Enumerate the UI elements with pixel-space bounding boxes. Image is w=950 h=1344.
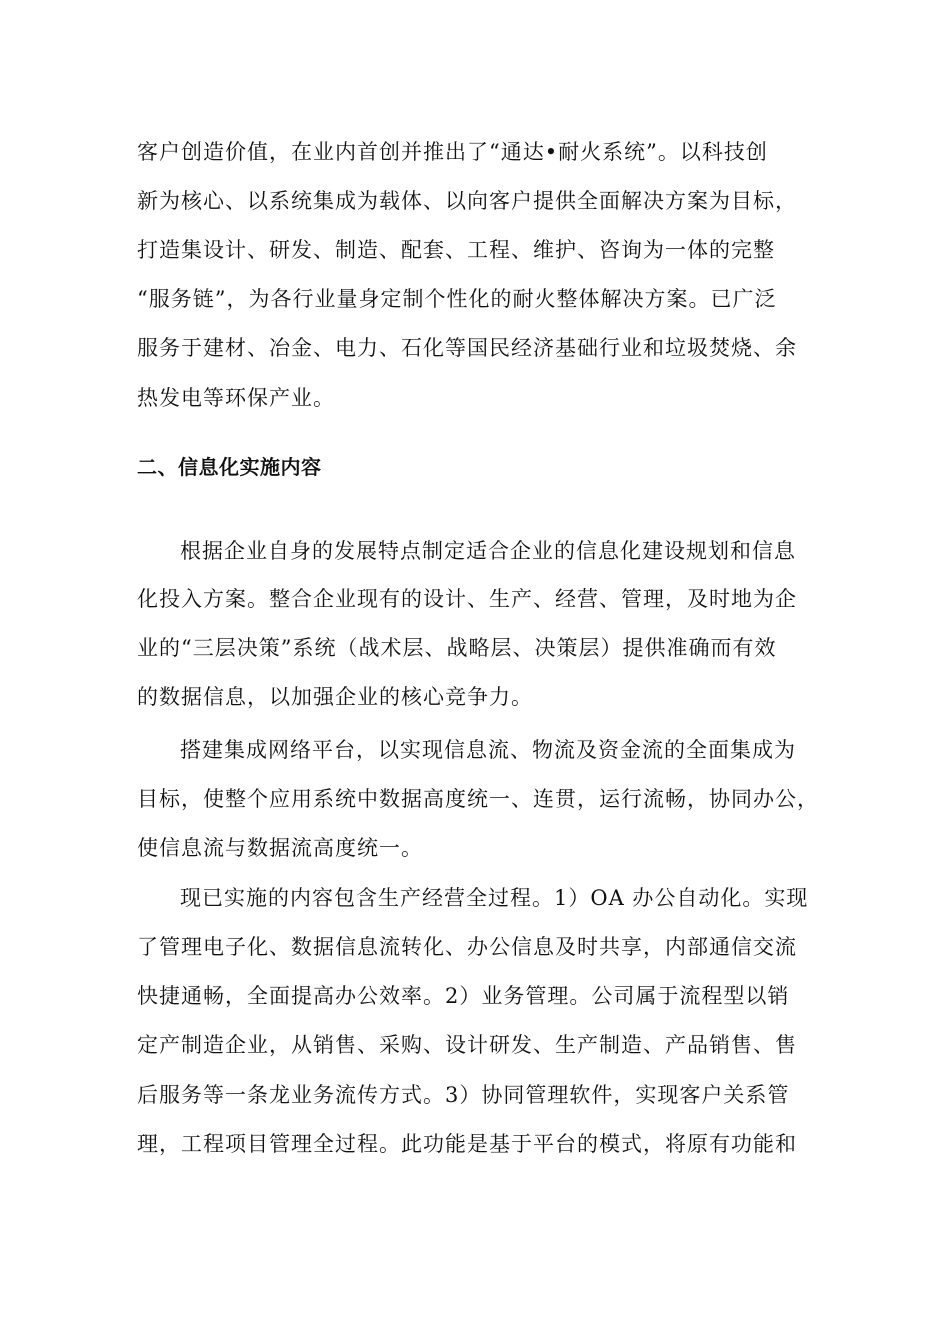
text-line: 热发电等环保产业。 xyxy=(137,386,335,410)
text-line: 理，工程项目管理全过程。此功能是基于平台的模式，将原有功能和 xyxy=(137,1132,797,1156)
text-line: 客户创造价值，在业内首创并推出了“通达•耐火系统”。以科技创 xyxy=(137,140,768,164)
section-heading: 二、信息化实施内容 xyxy=(137,455,322,479)
text-line: 快捷通畅，全面提高办公效率。2）业务管理。公司属于流程型以销 xyxy=(137,984,790,1008)
text-line: 服务于建材、冶金、电力、石化等国民经济基础行业和垃圾焚烧、余 xyxy=(137,336,797,360)
text-line: 后服务等一条龙业务流传方式。3）协同管理软件，实现客户关系管 xyxy=(137,1083,790,1107)
text-line: 了管理电子化、数据信息流转化、办公信息及时共享，内部通信交流 xyxy=(137,935,797,959)
text-line: 搭建集成网络平台，以实现信息流、物流及资金流的全面集成为 xyxy=(180,738,796,762)
text-line: 打造集设计、研发、制造、配套、工程、维护、咨询为一体的完整 xyxy=(137,238,775,262)
text-line: 根据企业自身的发展特点制定适合企业的信息化建设规划和信息 xyxy=(180,539,796,563)
text-line: 目标，使整个应用系统中数据高度统一、连贯，运行流畅，协同办公， xyxy=(137,787,819,811)
text-line: 的数据信息，以加强企业的核心竞争力。 xyxy=(137,685,533,709)
text-line: 现已实施的内容包含生产经营全过程。1）OA 办公自动化。实现 xyxy=(180,886,809,910)
text-line: 化投入方案。整合企业现有的设计、生产、经营、管理，及时地为企 xyxy=(137,587,797,611)
text-line: 使信息流与数据流高度统一。 xyxy=(137,836,423,860)
text-line: 新为核心、以系统集成为载体、以向客户提供全面解决方案为目标， xyxy=(137,189,797,213)
text-line: 定产制造企业，从销售、采购、设计研发、生产制造、产品销售、售 xyxy=(137,1033,797,1057)
text-line: 业的“三层决策”系统（战术层、战略层、决策层）提供准确而有效 xyxy=(137,636,777,660)
text-line: “服务链”，为各行业量身定制个性化的耐火整体解决方案。已广泛 xyxy=(137,287,777,311)
